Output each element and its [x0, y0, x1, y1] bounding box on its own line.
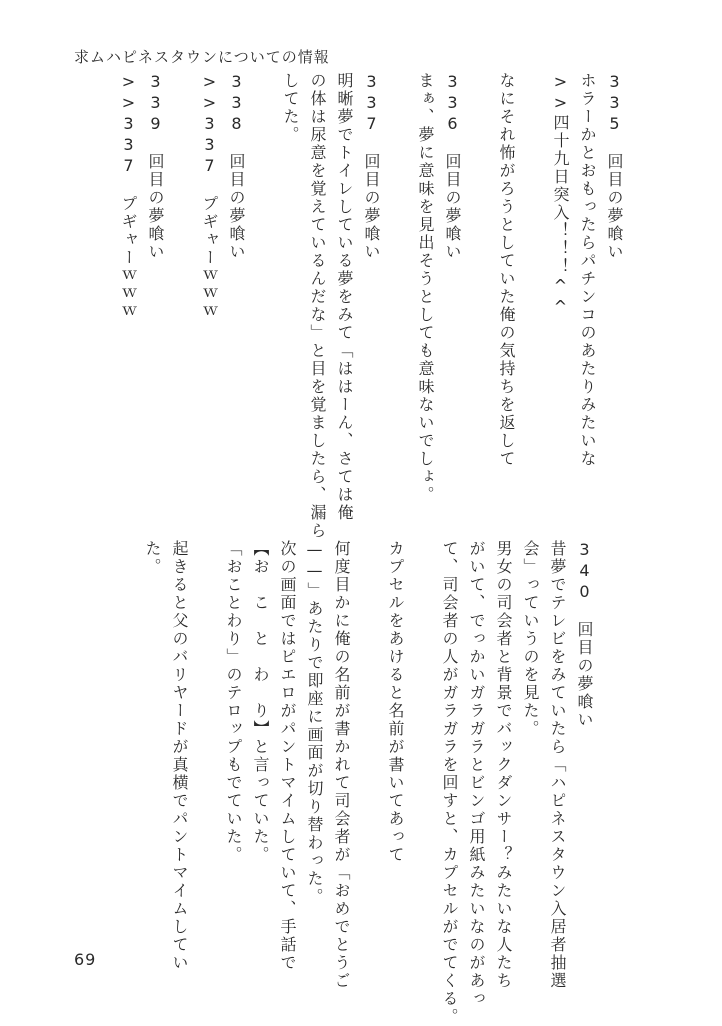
post-339-body: >>337 プギャーｗｗｗ: [119, 72, 138, 321]
post-337-body-3: してた。: [281, 72, 300, 144]
post-340-body-13: た。: [143, 540, 162, 576]
blank-line: [520, 72, 547, 512]
post-338-header: 338 回目の夢喰い: [227, 72, 246, 261]
page-number: 69: [74, 950, 97, 969]
post-337-body-2: の体は尿意を覚えているんだな」と目を覚ましたら、漏ら: [308, 72, 327, 540]
post-340-body-4: がいて、でっかいガラガラとビンゴ用紙みたいなのがあっ: [467, 540, 486, 1008]
blank-line: [169, 72, 196, 512]
post-335-body: ホラーかとおもったらパチンコのあたりみたいな: [578, 72, 597, 468]
post-340-body-9: 次の画面ではピエロがパントマイムしていて、手話で: [278, 540, 297, 972]
post-340-body-5: て、司会者の人がガラガラを回すと、カプセルがでてくる。: [440, 540, 459, 1026]
post-335-reply: >>四十九日突入！！！^^: [551, 72, 570, 318]
posts-block-upper: [115, 72, 628, 540]
blank-line: [466, 72, 493, 512]
blank-line: [250, 72, 277, 512]
post-340-body-3: 男女の司会者と背景でバックダンサー？みたいな人たち: [494, 540, 513, 990]
post-340-body-7: 何度目かに俺の名前が書かれて司会者が「おめでとうご: [332, 540, 351, 990]
posts-block-lower: [139, 540, 598, 1026]
post-336-body: まぁ、夢に意味を見出そうとしても意味ないでしょ。: [416, 72, 435, 504]
post-337-body-1: 明晰夢でトイレしている夢をみて「ははーん、さては俺: [335, 72, 354, 522]
post-336-header: 336 回目の夢喰い: [443, 72, 462, 261]
blank-line: [385, 72, 412, 512]
post-335-header: 335 回目の夢喰い: [605, 72, 624, 261]
post-337-header: 337 回目の夢喰い: [362, 72, 381, 261]
blank-line: [193, 540, 220, 960]
post-340-body-10: 【お こ と わ り】と言っていた。: [251, 540, 270, 864]
post-340-body-6: カプセルをあけると名前が書いてあって: [386, 540, 405, 864]
post-335-response: なにそれ怖がろうとしていた俺の気持ちを返して: [497, 72, 516, 468]
post-340-body-12: 起きると父のバリヤードが真横でパントマイムしてい: [170, 540, 189, 972]
post-338-body: >>337 プギャーｗｗｗ: [200, 72, 219, 321]
post-339-header: 339 回目の夢喰い: [146, 72, 165, 261]
post-340-header: 340 回目の夢喰い: [575, 540, 594, 729]
blank-line: [409, 540, 436, 960]
post-340-body-11: 「おことわり」のテロップもでていた。: [224, 540, 243, 864]
page-header: 求ムハピネスタウンについての情報: [74, 48, 330, 66]
post-340-body-2: 会」っていうのを見た。: [521, 540, 540, 738]
blank-line: [355, 540, 382, 960]
post-340-body-1: 昔夢でテレビをみていたら「ハピネスタウン入居者抽選: [548, 540, 567, 990]
post-340-body-8: ——」あたりで即座に画面が切り替わった。: [305, 540, 324, 906]
